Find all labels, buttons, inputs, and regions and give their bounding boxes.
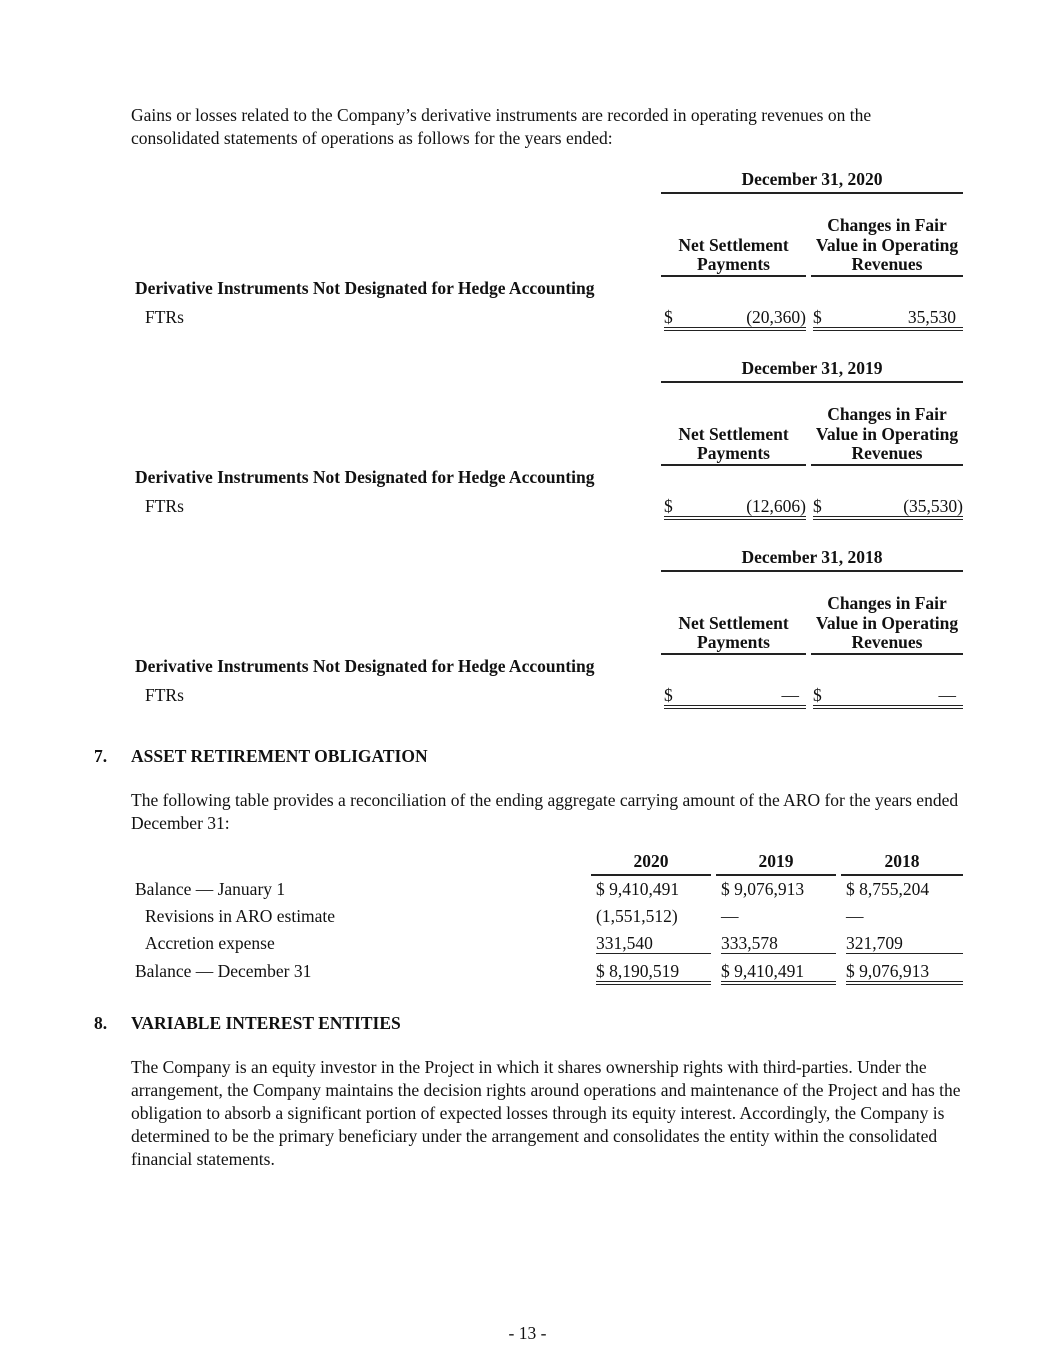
aro-reconciliation-table [131, 850, 965, 990]
currency-symbol: $ [664, 307, 673, 327]
section-label: Derivative Instruments Not Designated for Hedge Accounting [135, 278, 595, 298]
amount: 333,578 [721, 933, 778, 953]
net-settlement-header: Net Settlement Payments [661, 384, 806, 466]
amount: — [846, 906, 864, 926]
section-title: VARIABLE INTEREST ENTITIES [131, 1013, 401, 1033]
section-number: 8. [94, 1013, 108, 1033]
amount: (20,360) [746, 307, 806, 327]
net-settlement-value [664, 495, 806, 520]
currency-symbol: $ [664, 685, 673, 705]
derivative-table-2018 [131, 546, 965, 716]
year-header-2018: 2018 [841, 850, 963, 876]
amount: 8,190,519 [609, 961, 680, 981]
period-header: December 31, 2019 [661, 357, 963, 383]
amount: 35,530 [907, 307, 956, 327]
amount: 9,076,913 [734, 879, 805, 899]
currency-symbol: $ [721, 961, 730, 981]
table-cell [596, 960, 711, 985]
amount: (12,606) [746, 496, 806, 516]
section-label: Derivative Instruments Not Designated for Hedge Accounting [135, 467, 595, 487]
currency-symbol: $ [846, 879, 855, 899]
table-cell [721, 878, 836, 899]
amount: (1,551,512) [596, 906, 678, 926]
derivative-table-2019 [131, 357, 965, 527]
section-8-heading [94, 1012, 401, 1035]
row-label-ftrs: FTRs [145, 685, 184, 705]
row-label-ftrs: FTRs [145, 496, 184, 516]
amount: 321,709 [846, 933, 903, 953]
table-cell [846, 905, 963, 926]
amount: 8,755,204 [859, 879, 930, 899]
net-settlement-value [664, 306, 806, 331]
fair-value-change-value [813, 684, 963, 709]
currency-symbol: $ [813, 496, 822, 516]
row-label-revisions: Revisions in ARO estimate [145, 906, 336, 926]
row-label-balance-dec: Balance — December 31 [135, 961, 312, 981]
row-label-accretion: Accretion expense [145, 933, 275, 953]
amount: 9,076,913 [859, 961, 930, 981]
currency-symbol: $ [813, 307, 822, 327]
fair-value-change-value [813, 495, 963, 520]
currency-symbol: $ [664, 496, 673, 516]
section-number: 7. [94, 746, 108, 766]
net-settlement-header: Net Settlement Payments [661, 195, 806, 277]
amount: 9,410,491 [609, 879, 680, 899]
fair-value-change-header: Changes in Fair Value in Operating Revenues [811, 573, 963, 655]
net-settlement-value [664, 684, 806, 709]
year-header-2019: 2019 [716, 850, 836, 876]
table-cell [596, 878, 711, 899]
currency-symbol: $ [813, 685, 822, 705]
table-cell [596, 932, 711, 954]
amount: — [938, 685, 956, 705]
amount: (35,530) [903, 496, 963, 516]
section-7-paragraph: The following table provides a reconciliation of the ending aggregate carrying amount of the ARO for the years ended December 31: [131, 790, 959, 834]
amount: 9,410,491 [734, 961, 805, 981]
table-cell [596, 905, 711, 926]
currency-symbol: $ [596, 961, 605, 981]
amount: — [721, 906, 739, 926]
currency-symbol: $ [596, 879, 605, 899]
fair-value-change-header: Changes in Fair Value in Operating Revenues [811, 195, 963, 277]
currency-symbol: $ [846, 961, 855, 981]
amount: 331,540 [596, 933, 653, 953]
page-number: - 13 - [508, 1323, 547, 1343]
period-header: December 31, 2020 [661, 168, 963, 194]
amount: — [781, 685, 799, 705]
section-label: Derivative Instruments Not Designated for Hedge Accounting [135, 656, 595, 676]
period-header: December 31, 2018 [661, 546, 963, 572]
row-label-balance-jan: Balance — January 1 [135, 879, 286, 899]
fair-value-change-value [813, 306, 963, 331]
table-cell [721, 960, 836, 985]
currency-symbol: $ [721, 879, 730, 899]
table-cell [721, 905, 836, 926]
table-cell [846, 932, 963, 954]
table-cell [846, 960, 963, 985]
net-settlement-header: Net Settlement Payments [661, 573, 806, 655]
derivative-table-2020 [131, 168, 965, 338]
table-cell [721, 932, 836, 954]
section-8-paragraph: The Company is an equity investor in the Project in which it shares ownership rights with third-parties. Under the arrangement, the Company maintains the decision rights around operations and maintenance of the Project and has the obligation to absorb a significant portion of expected losses through its equity interest. Accordingly, the Company is determined to be the primary beneficiary under the arrangement and consolidates the entity within the consolidated financial statements. [131, 1057, 961, 1170]
fair-value-change-header: Changes in Fair Value in Operating Revenues [811, 384, 963, 466]
section-7-heading [94, 745, 428, 768]
year-header-2020: 2020 [591, 850, 711, 876]
section-title: ASSET RETIREMENT OBLIGATION [131, 746, 428, 766]
row-label-ftrs: FTRs [145, 307, 184, 327]
table-cell [846, 878, 963, 899]
intro-paragraph: Gains or losses related to the Company’s derivative instruments are recorded in operating revenues on the consolidated statements of operations as follows for the years ended: [131, 105, 872, 149]
